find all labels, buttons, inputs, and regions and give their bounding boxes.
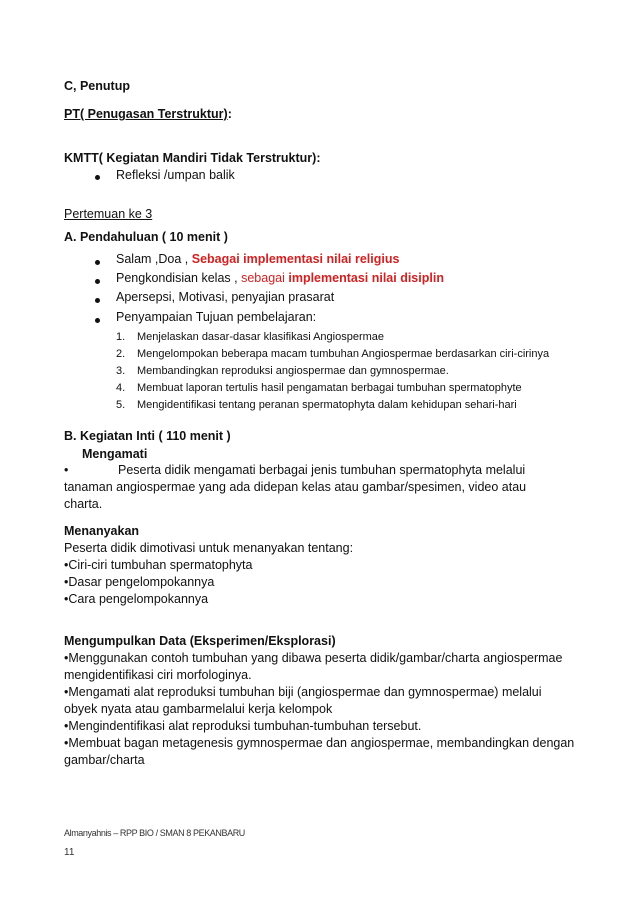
objective-number: 2. <box>116 348 126 360</box>
objective-number: 1. <box>116 331 126 343</box>
pt-line <box>64 106 232 122</box>
mengamati-bullet: • <box>64 463 69 477</box>
page-number: 11 <box>64 847 75 858</box>
mengamati-text: charta. <box>64 497 103 511</box>
kmtt-label: KMTT( Kegiatan Mandiri Tidak Terstruktur): <box>64 151 321 165</box>
mengamati-text: tanaman angiospermae yang ada didepan kelas atau gambar/spesimen, video atau <box>64 480 527 494</box>
section-c-heading: C, Penutup <box>64 79 130 93</box>
mengamati-text: Peserta didik mengamati berbagai jenis tumbuhan spermatophyta melalui <box>118 463 526 477</box>
intro-item-greeting: Salam ,Doa , Sebagai implementasi nilai religius <box>116 252 400 266</box>
menanyakan-item: •Cara pengelompokannya <box>64 592 209 606</box>
intro-item-apersepsi: Apersepsi, Motivasi, penyajian prasarat <box>116 290 335 304</box>
section-a-heading: A. Pendahuluan ( 10 menit ) <box>64 230 228 244</box>
intro-item-conditioning: Pengkondisian kelas , sebagai implementasi nilai disiplin <box>116 271 444 285</box>
pt-label: PT( Penugasan Terstruktur) <box>64 107 228 121</box>
mengamati-title: Mengamati <box>82 447 148 461</box>
religious-value-text: Sebagai implementasi nilai religius <box>191 252 400 266</box>
footer-author: Almanyahnis – RPP BIO / SMAN 8 PEKANBARU <box>64 828 245 838</box>
bullet-dot-icon <box>95 311 100 327</box>
intro-item-objectives: Penyampaian Tujuan pembelajaran: <box>116 310 317 324</box>
menanyakan-title: Menanyakan <box>64 524 140 538</box>
menanyakan-intro: Peserta didik dimotivasi untuk menanyakan tentang: <box>64 541 354 555</box>
mengumpulkan-text: mengidentifikasi ciri morfologinya. <box>64 668 252 682</box>
menanyakan-item: •Ciri-ciri tumbuhan spermatophyta <box>64 558 253 572</box>
kmtt-item: Refleksi /umpan balik <box>116 168 235 182</box>
objective-number: 5. <box>116 399 126 411</box>
section-b-heading: B. Kegiatan Inti ( 110 menit ) <box>64 429 231 443</box>
objective-text: Mengidentifikasi tentang peranan spermatophyta dalam kehidupan sehari-hari <box>137 399 517 411</box>
mengumpulkan-text: •Mengindentifikasi alat reproduksi tumbuhan-tumbuhan tersebut. <box>64 719 422 733</box>
mengumpulkan-text: •Membuat bagan metagenesis gymnospermae dan angiospermae, membandingkan dengan <box>64 736 575 750</box>
objective-text: Membandingkan reproduksi angiospermae dan gymnospermae. <box>137 365 449 377</box>
mengumpulkan-text: •Mengamati alat reproduksi tumbuhan biji (angiospermae dan gymnospermae) melalui <box>64 685 542 699</box>
objective-number: 4. <box>116 382 126 394</box>
mengumpulkan-text: obyek nyata atau gambarmelalui kerja kelompok <box>64 702 333 716</box>
discipline-value-text: implementasi nilai disiplin <box>288 271 444 285</box>
mengumpulkan-title: Mengumpulkan Data (Eksperimen/Eksplorasi) <box>64 634 336 648</box>
menanyakan-item: •Dasar pengelompokannya <box>64 575 215 589</box>
bullet-dot-icon <box>95 272 100 288</box>
meeting-title: Pertemuan ke 3 <box>64 207 153 221</box>
objective-number: 3. <box>116 365 126 377</box>
mengumpulkan-text: •Menggunakan contoh tumbuhan yang dibawa peserta didik/gambar/charta angiospermae <box>64 651 563 665</box>
bullet-dot-icon <box>95 168 100 184</box>
objective-text: Mengelompokan beberapa macam tumbuhan Angiospermae berdasarkan ciri-cirinya <box>137 348 550 360</box>
bullet-dot-icon <box>95 253 100 269</box>
bullet-dot-icon <box>95 291 100 307</box>
objective-text: Menjelaskan dasar-dasar klasifikasi Angiospermae <box>137 331 385 343</box>
mengumpulkan-text: gambar/charta <box>64 753 145 767</box>
objective-text: Membuat laporan tertulis hasil pengamatan berbagai tumbuhan spermatophyte <box>137 382 522 394</box>
pt-colon: : <box>227 107 232 121</box>
